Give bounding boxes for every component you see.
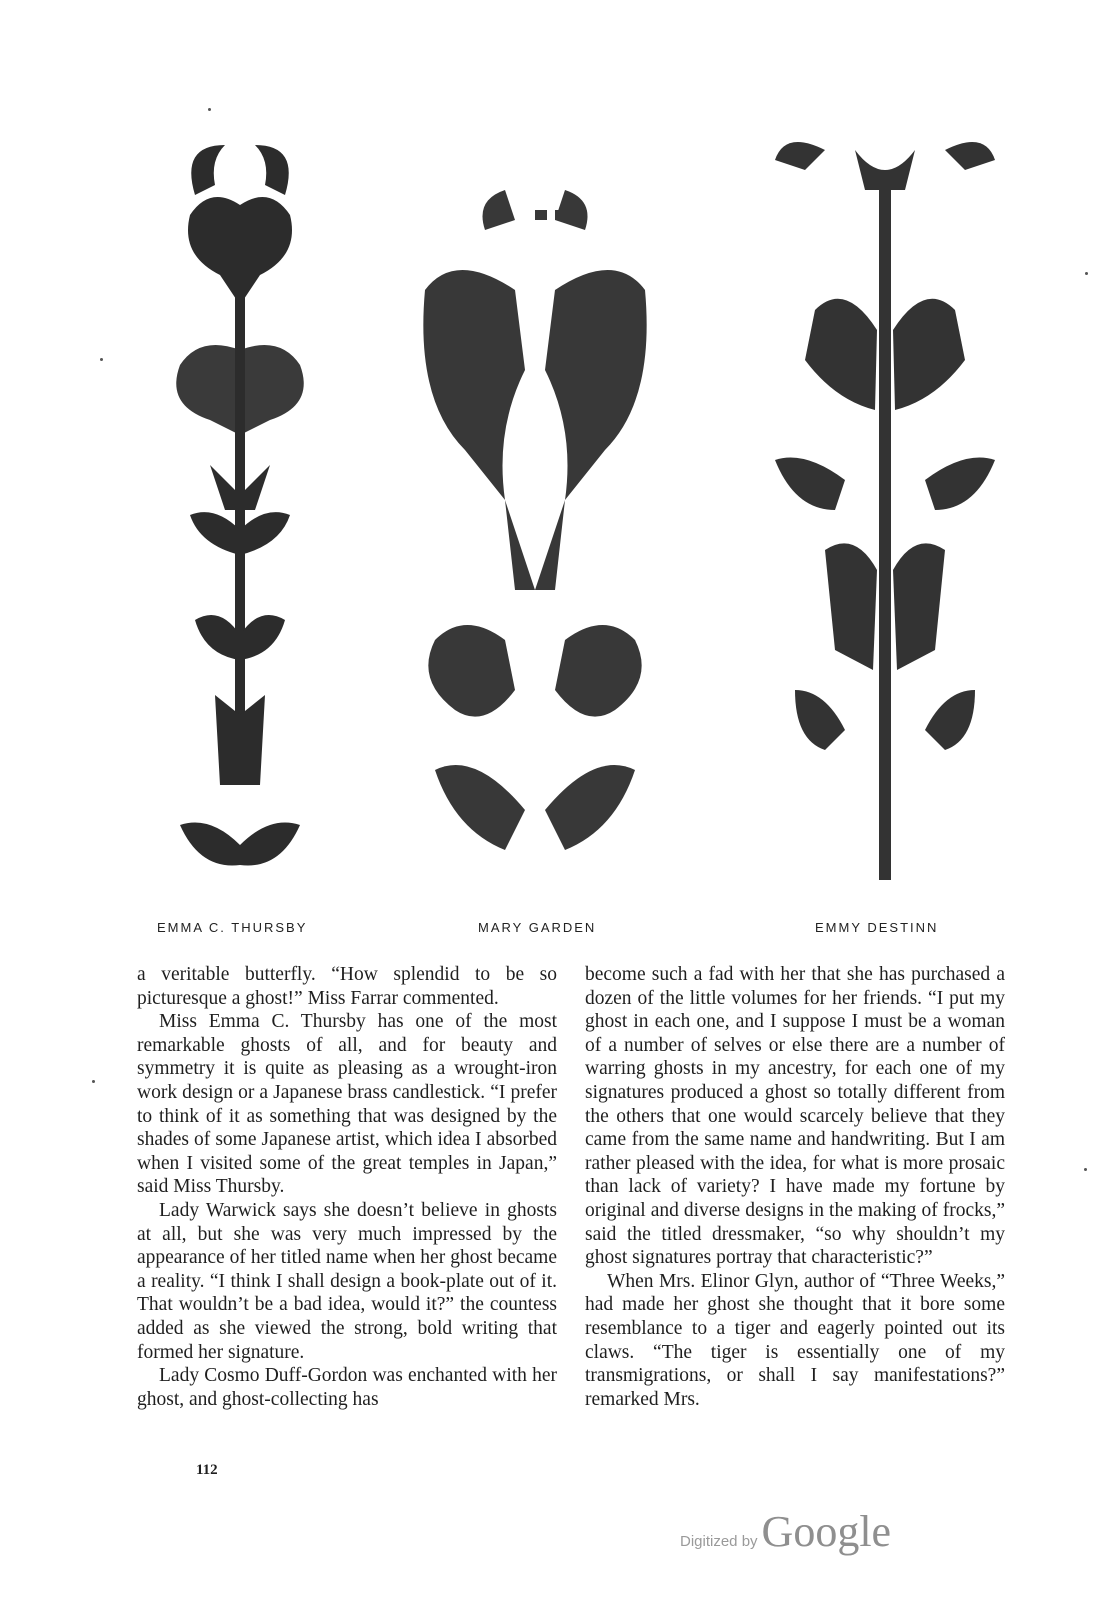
inkblot-garden-image: [395, 170, 675, 890]
text-column-right: [585, 963, 1005, 1411]
caption-destinn: EMMY DESTINN: [815, 920, 939, 935]
inkblot-thursby-image: [140, 135, 340, 885]
inkblot-figure-garden: [395, 170, 675, 890]
inkblot-figure-destinn: [755, 130, 1015, 900]
caption-thursby: EMMA C. THURSBY: [157, 920, 308, 935]
paper-speck: [92, 1080, 95, 1083]
caption-garden: MARY GARDEN: [478, 920, 597, 935]
inkblot-figure-thursby: [140, 135, 340, 885]
paragraph: become such a fad with her that she has purchased a dozen of the little volumes for her friends. “I put my ghost in each one, and I suppose I must be a woman of a number of selves or else there are a number of warring ghosts in my ancestry, for each one of my signatures produced a ghost so totally different from the others that one would scarcely believe that they came from the same name and handwriting. But I am rather pleased with the idea, for what is more prosaic than lack of variety? I have made my fortune by original and diverse designs in the making of frocks,” said the titled dressmaker, “so why shouldn’t my ghost signatures portray that characteristic?”: [585, 964, 1005, 1269]
digitized-by-watermark: [680, 1506, 891, 1557]
inkblot-destinn-image: [755, 130, 1015, 900]
paper-speck: [208, 108, 211, 111]
paragraph: a veritable butterfly. “How splendid to be so picturesque a ghost!” Miss Farrar commented.: [137, 964, 557, 1009]
paragraph: Lady Cosmo Duff-Gordon was enchanted with her ghost, and ghost-collecting has: [137, 1365, 557, 1410]
page-number: 112: [196, 1462, 218, 1478]
digitized-by-label: Digitized by: [680, 1533, 758, 1550]
paper-speck: [1085, 272, 1088, 275]
paper-speck: [1084, 1168, 1087, 1171]
paper-speck: [100, 358, 103, 361]
paragraph: Lady Warwick says she doesn’t believe in ghosts at all, but she was very much impressed by the appearance of her titled name when her ghost became a reality. “I think I shall design a book-plate out of it. That wouldn’t be a bad idea, would it?” the countess added as she viewed the strong, bold writing that formed her signature.: [137, 1199, 557, 1363]
text-column-left: [137, 963, 557, 1411]
google-logo: Google: [761, 1507, 892, 1556]
paragraph: When Mrs. Elinor Glyn, author of “Three Weeks,” had made her ghost she thought that it bore some resemblance to a tiger and eagerly pointed out its claws. “The tiger is essentially one of my transmigrations, or shall I say manifestations?” remarked Mrs.: [585, 1270, 1005, 1410]
paragraph: Miss Emma C. Thursby has one of the most remarkable ghosts of all, and for beauty and symmetry it is quite as pleasing as a wrought-iron work design or a Japanese brass candlestick. “I prefer to think of it as something that was designed by the shades of some Japanese artist, which idea I absorbed when I visited some of the great temples in Japan,” said Miss Thursby.: [137, 1011, 557, 1198]
